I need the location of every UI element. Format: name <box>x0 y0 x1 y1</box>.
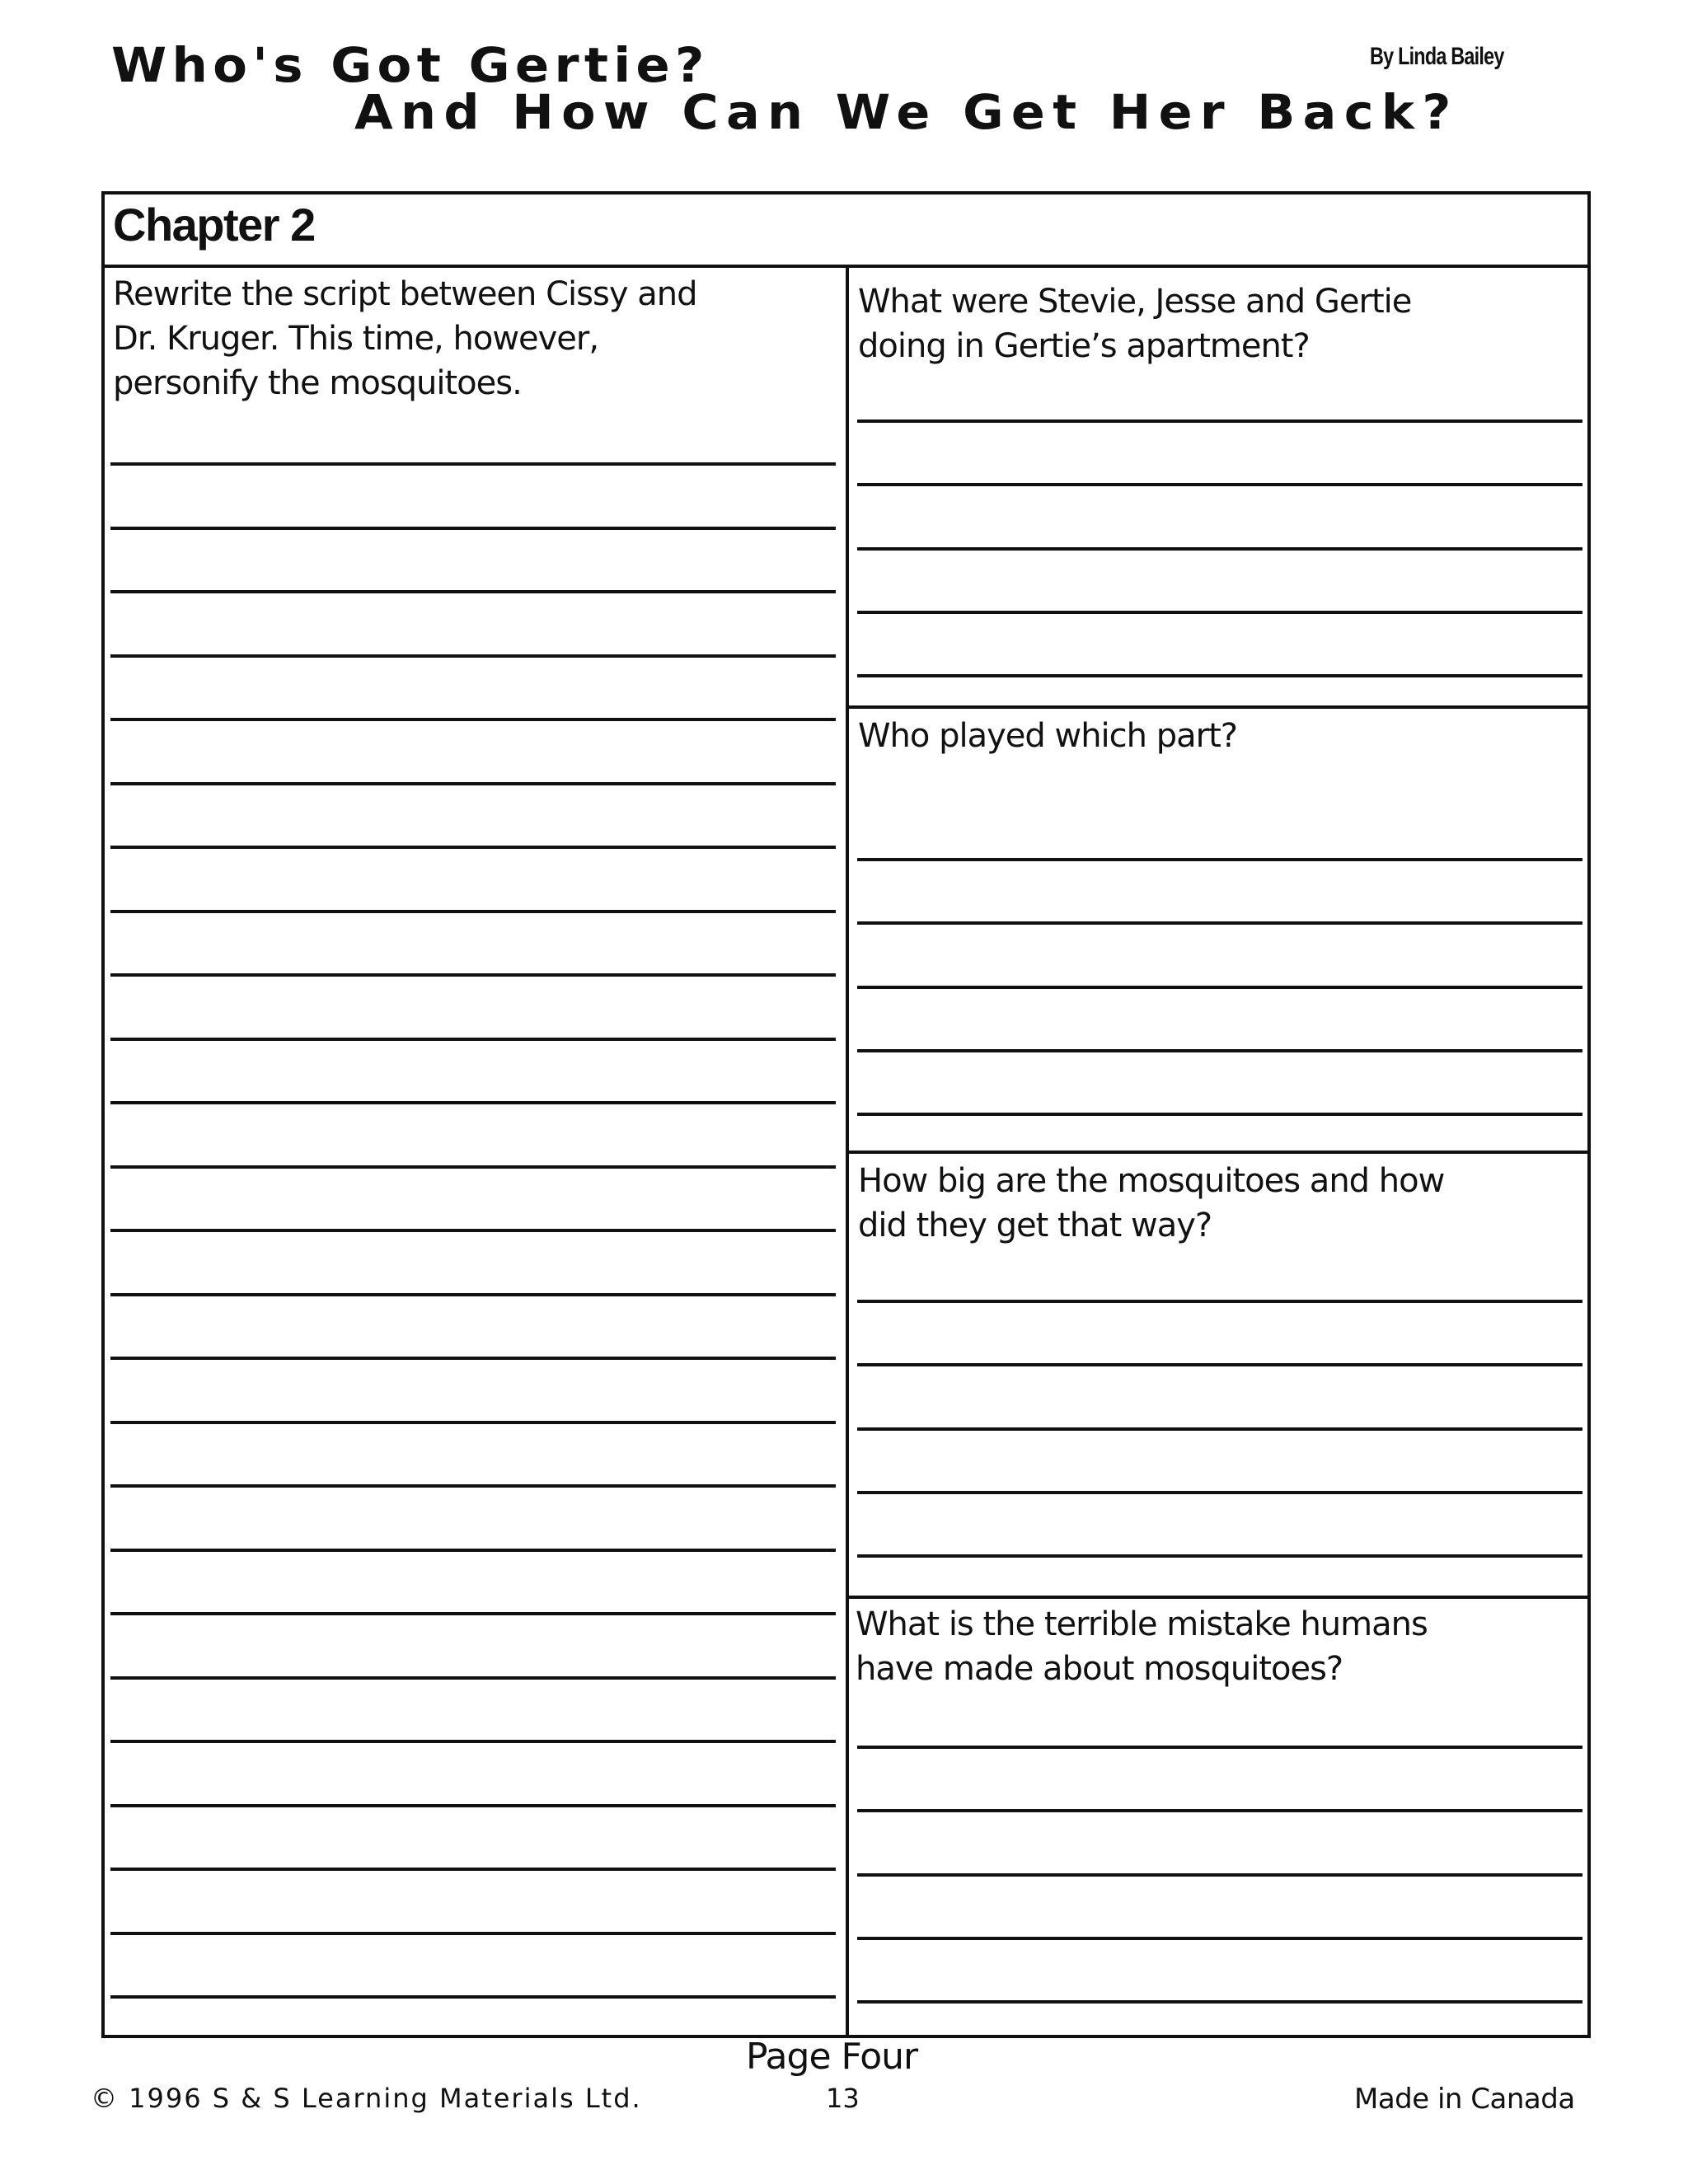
answer-line[interactable] <box>110 1293 836 1296</box>
answer-line[interactable] <box>110 1038 836 1041</box>
answer-line[interactable] <box>110 846 836 849</box>
answer-line[interactable] <box>857 1300 1582 1303</box>
answer-line[interactable] <box>110 654 836 658</box>
answer-line[interactable] <box>110 1101 836 1104</box>
answer-line[interactable] <box>110 1740 836 1743</box>
question-3 <box>858 1159 1444 1248</box>
answer-line[interactable] <box>110 1165 836 1169</box>
answer-line[interactable] <box>857 611 1582 614</box>
answer-line[interactable] <box>857 419 1582 423</box>
answer-line[interactable] <box>857 986 1582 989</box>
answer-line[interactable] <box>857 1427 1582 1431</box>
answer-line[interactable] <box>857 547 1582 551</box>
section-divider <box>847 1151 1591 1154</box>
worksheet-title-line-2: And How Can We Get Her Back? <box>354 84 1459 140</box>
prompt-line: Dr. Kruger. This time, however, <box>113 320 599 358</box>
answer-line[interactable] <box>110 1229 836 1232</box>
answer-line[interactable] <box>857 483 1582 486</box>
answer-line[interactable] <box>110 527 836 530</box>
prompt-line: personify the mosquitoes. <box>113 364 522 402</box>
answer-line[interactable] <box>857 1363 1582 1366</box>
answer-line[interactable] <box>857 921 1582 925</box>
answer-line[interactable] <box>110 1676 836 1680</box>
answer-line[interactable] <box>857 674 1582 677</box>
answer-line[interactable] <box>857 1113 1582 1116</box>
answer-line[interactable] <box>110 1549 836 1552</box>
section-divider <box>847 705 1591 709</box>
answer-line[interactable] <box>857 1809 1582 1812</box>
answer-line[interactable] <box>110 1421 836 1424</box>
answer-line[interactable] <box>110 782 836 785</box>
origin-label: Made in Canada <box>1354 2083 1575 2116</box>
section-divider <box>847 1596 1591 1599</box>
answer-line[interactable] <box>110 973 836 977</box>
chapter-heading: Chapter 2 <box>113 199 315 251</box>
question-line: What is the terrible mistake humans <box>856 1605 1428 1643</box>
question-line: How big are the mosquitoes and how <box>858 1162 1445 1200</box>
answer-line[interactable] <box>110 462 836 466</box>
question-2 <box>858 714 1237 758</box>
answer-line[interactable] <box>857 2000 1582 2004</box>
answer-line[interactable] <box>857 1746 1582 1749</box>
answer-line[interactable] <box>110 1357 836 1360</box>
answer-line[interactable] <box>857 1873 1582 1877</box>
worksheet-title-line-1: Who's Got Gertie? <box>111 37 710 93</box>
answer-line[interactable] <box>857 1049 1582 1052</box>
answer-line[interactable] <box>110 1612 836 1615</box>
page-label: Page Four <box>746 2036 918 2078</box>
answer-line[interactable] <box>110 1932 836 1935</box>
question-1 <box>858 279 1411 368</box>
prompt-line: Rewrite the script between Cissy and <box>113 275 697 313</box>
answer-line[interactable] <box>110 718 836 721</box>
answer-line[interactable] <box>110 910 836 913</box>
answer-line[interactable] <box>110 1995 836 1999</box>
question-line: Who played which part? <box>858 717 1237 755</box>
answer-line[interactable] <box>857 858 1582 861</box>
answer-line[interactable] <box>857 1937 1582 1940</box>
question-line: have made about mosquitoes? <box>856 1650 1343 1688</box>
author-credit: By Linda Bailey <box>1370 43 1504 70</box>
question-line: What were Stevie, Jesse and Gertie <box>858 283 1412 321</box>
question-line: did they get that way? <box>858 1207 1212 1244</box>
answer-line[interactable] <box>110 1484 836 1488</box>
answer-line[interactable] <box>110 590 836 593</box>
answer-line[interactable] <box>857 1491 1582 1494</box>
question-line: doing in Gertie’s apartment? <box>858 327 1310 365</box>
answer-line[interactable] <box>857 1554 1582 1558</box>
answer-line[interactable] <box>110 1868 836 1871</box>
question-4 <box>856 1602 1428 1691</box>
left-writing-prompt <box>113 272 696 405</box>
answer-line[interactable] <box>110 1804 836 1807</box>
page-number: 13 <box>826 2083 860 2114</box>
copyright-notice: © 1996 S & S Learning Materials Ltd. <box>91 2083 642 2114</box>
